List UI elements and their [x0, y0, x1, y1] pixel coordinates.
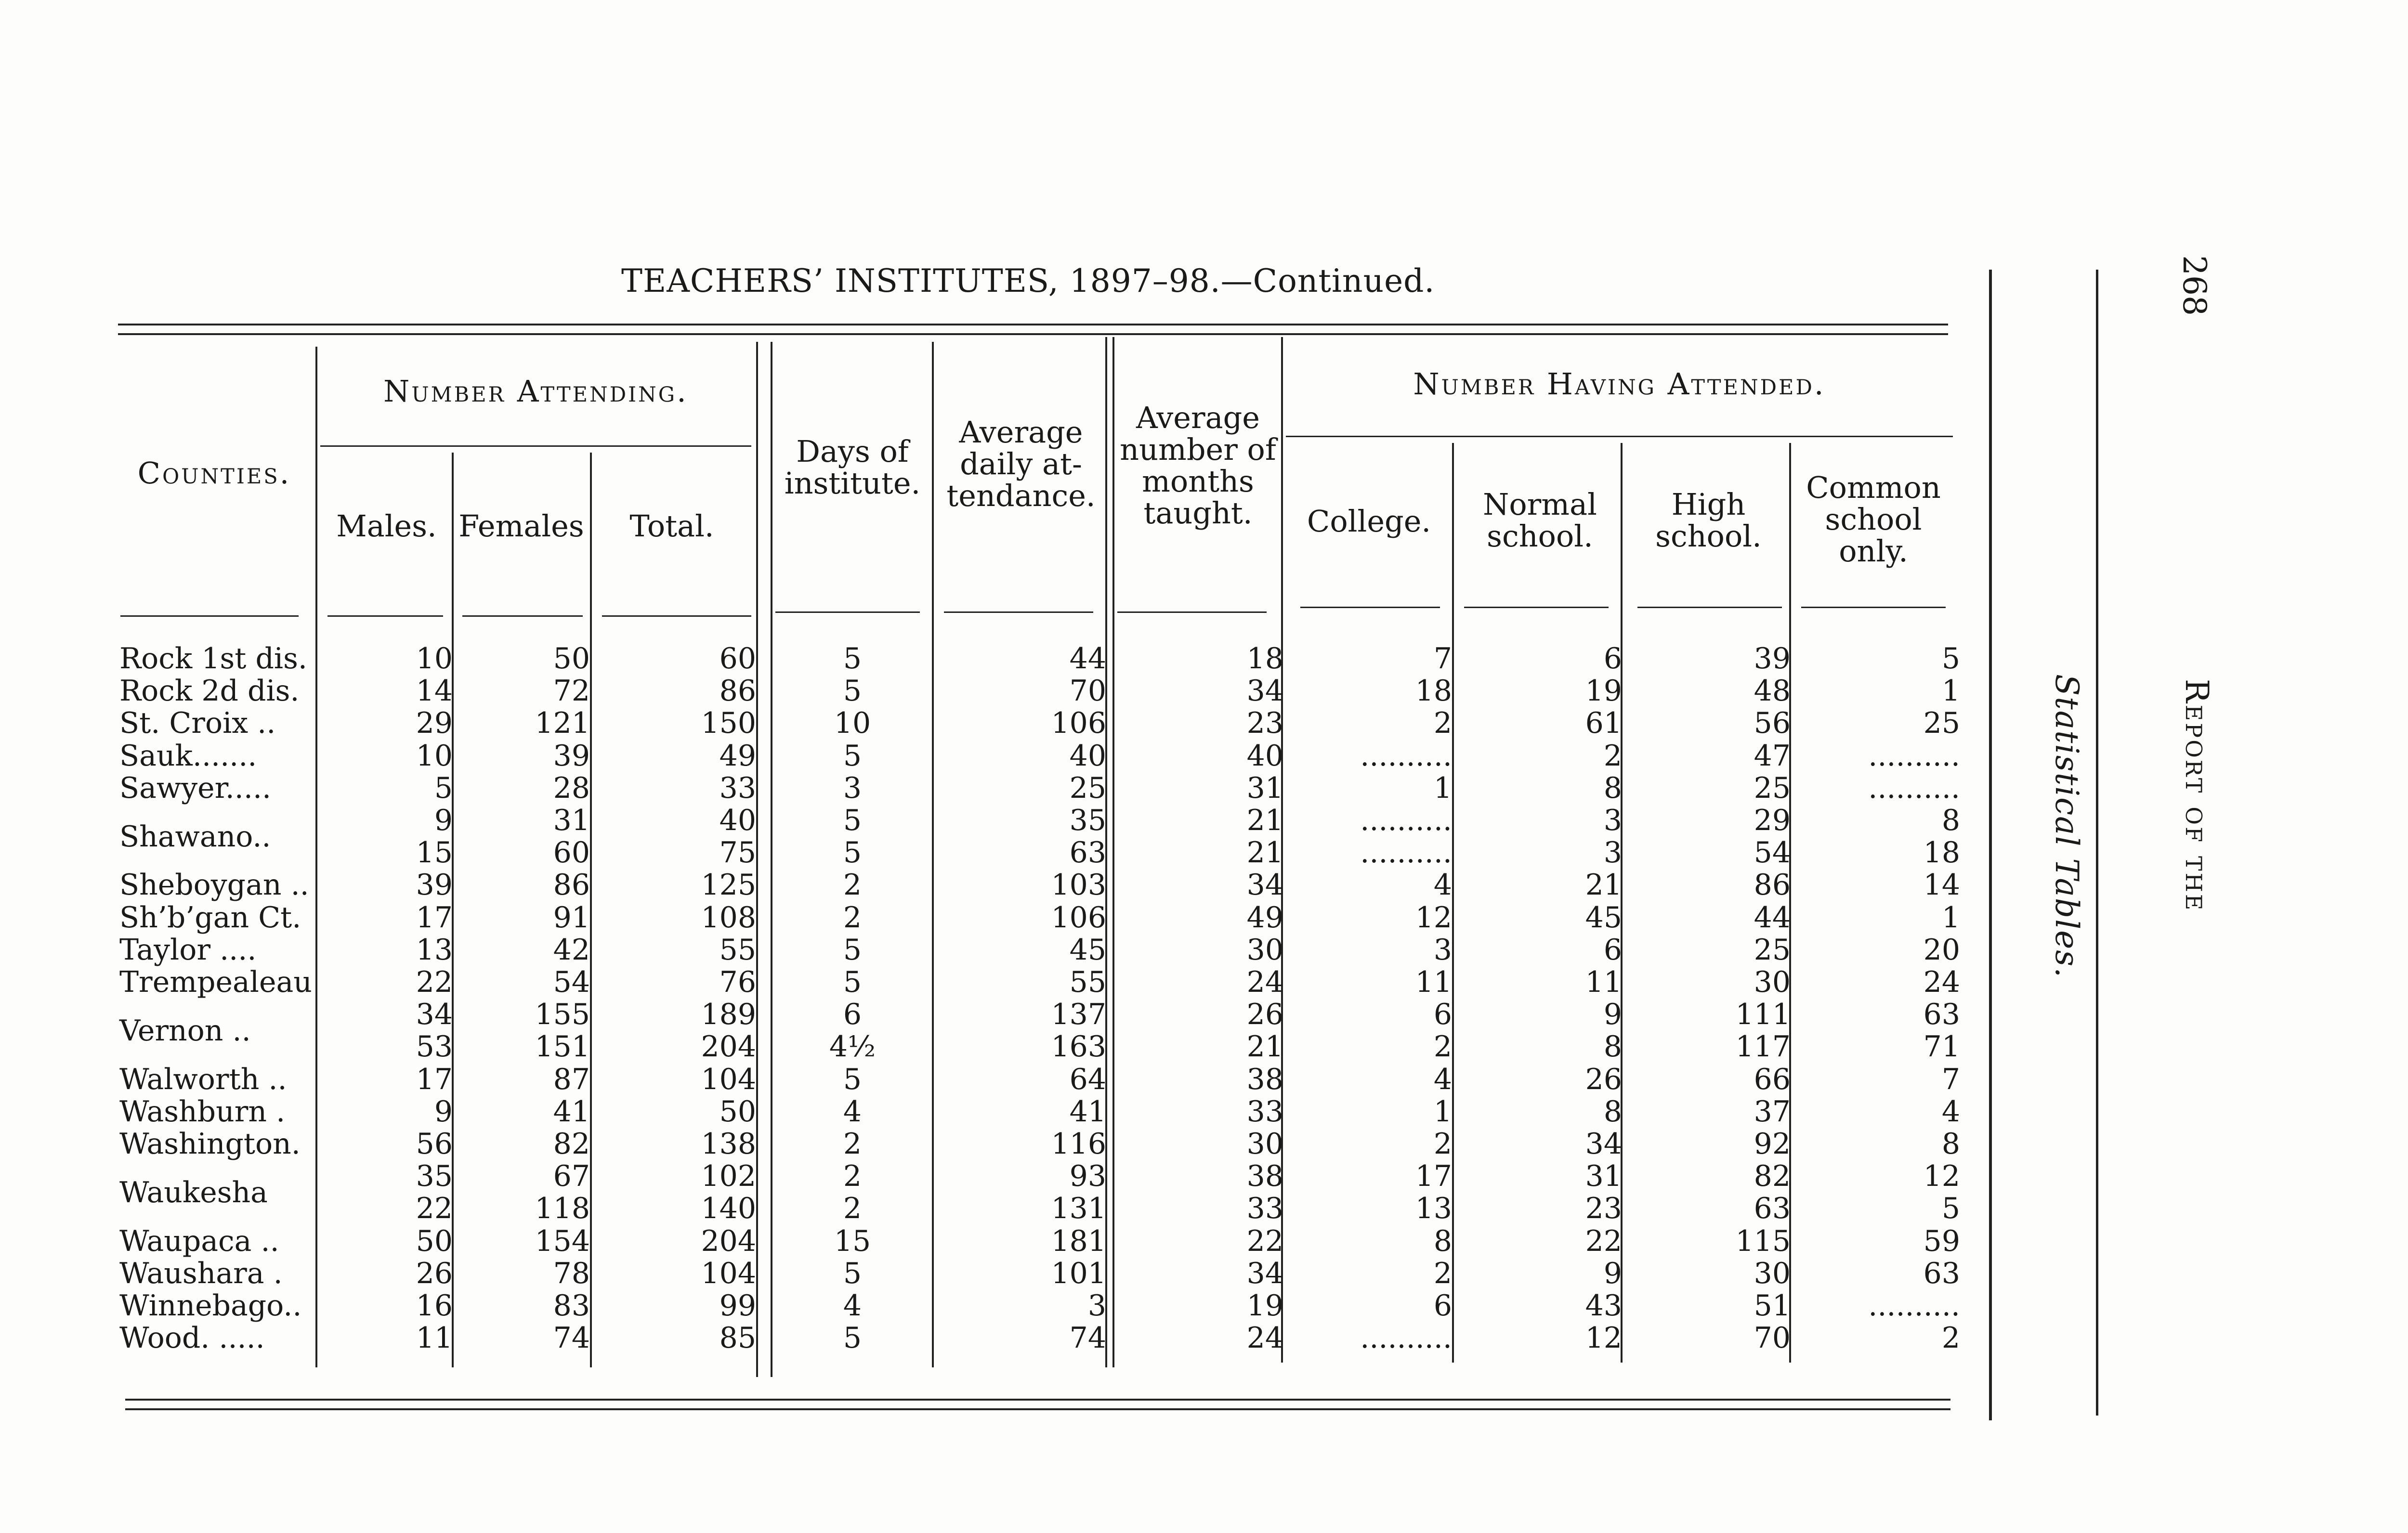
cell-college: 3 [1433, 933, 1452, 967]
table-top-rule-2 [118, 333, 1948, 335]
cell-females: 151 [535, 1030, 590, 1064]
cell-total: 75 [719, 836, 756, 870]
header-rule [1464, 607, 1609, 608]
cell-college: 7 [1433, 642, 1452, 676]
cell-county: Waushara . [119, 1256, 283, 1290]
table-top-rule [118, 324, 1948, 325]
cell-days: 2 [843, 900, 862, 935]
cell-days: 5 [843, 1062, 862, 1096]
cell-females: 121 [535, 706, 590, 741]
cell-county: Sawyer..... [119, 771, 272, 805]
cell-months: 21 [1246, 804, 1283, 837]
cell-normal: 9 [1603, 998, 1622, 1032]
cell-high: 63 [1754, 1192, 1791, 1226]
cell-county: Taylor .... [119, 933, 257, 967]
cell-avg: 64 [1069, 1062, 1106, 1096]
cell-county: Shawano.. [119, 819, 271, 854]
column-rule [756, 342, 758, 1377]
cell-normal: 3 [1603, 804, 1622, 837]
cell-avg: 41 [1069, 1094, 1106, 1129]
cell-avg: 3 [1087, 1289, 1106, 1323]
cell-normal: 2 [1603, 739, 1622, 773]
header-counties: Counties. [137, 455, 291, 491]
cell-total: 189 [701, 998, 756, 1032]
cell-college: .......... [1360, 804, 1452, 837]
page-number: 268 [2176, 255, 2213, 316]
cell-normal: 26 [1585, 1062, 1622, 1096]
cell-college: 1 [1433, 771, 1452, 805]
cell-high: 30 [1754, 965, 1791, 999]
number-attending-underline [320, 445, 751, 447]
cell-total: 99 [719, 1289, 756, 1323]
cell-college: 18 [1415, 674, 1452, 708]
cell-total: 86 [719, 674, 756, 708]
cell-total: 104 [701, 1062, 756, 1096]
cell-county: Sh’b’gan Ct. [119, 900, 301, 935]
cell-common: 20 [1923, 933, 1960, 967]
cell-days: 6 [843, 998, 862, 1032]
cell-high: 56 [1754, 706, 1791, 741]
cell-total: 85 [719, 1321, 756, 1355]
cell-total: 76 [719, 965, 756, 999]
cell-county: Washburn . [119, 1094, 286, 1129]
cell-days: 5 [843, 1321, 862, 1355]
cell-common: 18 [1923, 836, 1960, 870]
cell-college: .......... [1360, 836, 1452, 870]
cell-total: 104 [701, 1256, 756, 1290]
cell-normal: 12 [1585, 1321, 1622, 1355]
cell-common: 4 [1941, 1094, 1960, 1129]
cell-females: 67 [553, 1159, 590, 1194]
cell-county: Winnebago.. [119, 1289, 302, 1323]
header-rule [462, 615, 583, 617]
cell-total: 204 [701, 1224, 756, 1258]
header-rule [120, 615, 299, 617]
cell-college: 17 [1415, 1159, 1452, 1194]
cell-males: 14 [416, 674, 453, 708]
cell-total: 102 [701, 1159, 756, 1194]
cell-males: 9 [434, 804, 453, 837]
cell-high: 44 [1754, 900, 1791, 935]
cell-avg: 74 [1069, 1321, 1106, 1355]
cell-total: 125 [701, 868, 756, 902]
cell-county: St. Croix .. [119, 706, 276, 741]
cell-females: 83 [553, 1289, 590, 1323]
cell-common: 25 [1923, 706, 1960, 741]
cell-avg: 55 [1069, 965, 1106, 999]
cell-males: 17 [416, 1062, 453, 1096]
cell-females: 78 [553, 1256, 590, 1290]
cell-county: Washington. [119, 1127, 301, 1161]
cell-total: 150 [701, 706, 756, 741]
cell-months: 33 [1246, 1192, 1283, 1226]
cell-college: 2 [1433, 706, 1452, 741]
cell-males: 39 [416, 868, 453, 902]
page-title: TEACHERS’ INSTITUTES, 1897–98.—Continued. [621, 262, 1435, 299]
cell-days: 15 [834, 1224, 871, 1258]
cell-males: 10 [416, 642, 453, 676]
margin-rule-left [1989, 270, 1992, 1420]
cell-normal: 9 [1603, 1256, 1622, 1290]
cell-total: 204 [701, 1030, 756, 1064]
header-rule [1117, 611, 1267, 613]
cell-county: Vernon .. [119, 1013, 251, 1048]
cell-total: 49 [719, 739, 756, 773]
running-head-left: Statistical Tables. [2048, 674, 2085, 979]
cell-county: Rock 2d dis. [119, 674, 300, 708]
cell-males: 35 [416, 1159, 453, 1194]
column-rule [771, 342, 772, 1377]
cell-high: 82 [1754, 1159, 1791, 1194]
cell-females: 154 [535, 1224, 590, 1258]
cell-avg: 45 [1069, 933, 1106, 967]
cell-days: 2 [843, 1127, 862, 1161]
cell-males: 22 [416, 1192, 453, 1226]
cell-avg: 116 [1051, 1127, 1106, 1161]
cell-avg: 137 [1051, 998, 1106, 1032]
cell-total: 33 [719, 771, 756, 805]
cell-normal: 6 [1603, 933, 1622, 967]
cell-males: 22 [416, 965, 453, 999]
cell-months: 30 [1246, 1127, 1283, 1161]
cell-total: 60 [719, 642, 756, 676]
cell-total: 50 [719, 1094, 756, 1129]
cell-days: 5 [843, 836, 862, 870]
cell-months: 26 [1246, 998, 1283, 1032]
cell-county: Wood. ..... [119, 1321, 265, 1355]
cell-college: 2 [1433, 1256, 1452, 1290]
cell-college: 2 [1433, 1127, 1452, 1161]
header-avg-attendance: Average daily at-tendance. [946, 415, 1096, 513]
cell-normal: 34 [1585, 1127, 1622, 1161]
cell-days: 5 [843, 739, 862, 773]
cell-males: 9 [434, 1094, 453, 1129]
margin-rule-right [2096, 270, 2098, 1416]
cell-avg: 103 [1051, 868, 1106, 902]
cell-months: 49 [1246, 900, 1283, 935]
cell-days: 5 [843, 674, 862, 708]
cell-common: 1 [1941, 900, 1960, 935]
cell-high: 25 [1754, 933, 1791, 967]
cell-days: 5 [843, 933, 862, 967]
cell-months: 34 [1246, 1256, 1283, 1290]
header-avg-months: Average number of months taught. [1120, 400, 1276, 531]
cell-normal: 43 [1585, 1289, 1622, 1323]
cell-avg: 25 [1069, 771, 1106, 805]
cell-males: 17 [416, 900, 453, 935]
cell-college: 2 [1433, 1030, 1452, 1064]
cell-avg: 70 [1069, 674, 1106, 708]
cell-high: 39 [1754, 642, 1791, 676]
cell-females: 155 [535, 998, 590, 1032]
cell-common: .......... [1868, 1289, 1960, 1323]
cell-county: Waupaca .. [119, 1224, 279, 1258]
cell-common: 63 [1923, 1256, 1960, 1290]
cell-males: 29 [416, 706, 453, 741]
cell-high: 48 [1754, 674, 1791, 708]
cell-college: 12 [1415, 900, 1452, 935]
cell-common: 71 [1923, 1030, 1960, 1064]
cell-days: 4 [843, 1094, 862, 1129]
cell-months: 22 [1246, 1224, 1283, 1258]
cell-avg: 101 [1051, 1256, 1106, 1290]
cell-county: Rock 1st dis. [119, 642, 307, 676]
cell-avg: 35 [1069, 804, 1106, 837]
column-rule [932, 342, 934, 1367]
header-rule [602, 615, 751, 617]
cell-common: .......... [1868, 739, 1960, 773]
cell-females: 72 [553, 674, 590, 708]
cell-males: 50 [416, 1224, 453, 1258]
cell-county: Walworth .. [119, 1062, 287, 1096]
cell-months: 24 [1246, 1321, 1283, 1355]
cell-months: 23 [1246, 706, 1283, 741]
cell-college: 4 [1433, 868, 1452, 902]
cell-common: 5 [1941, 642, 1960, 676]
cell-females: 41 [553, 1094, 590, 1129]
header-males: Males. [336, 508, 437, 544]
cell-common: 63 [1923, 998, 1960, 1032]
cell-months: 18 [1246, 642, 1283, 676]
cell-common: 14 [1923, 868, 1960, 902]
cell-common: 8 [1941, 1127, 1960, 1161]
cell-total: 140 [701, 1192, 756, 1226]
cell-days: 5 [843, 965, 862, 999]
column-rule [1112, 337, 1114, 1367]
cell-months: 40 [1246, 739, 1283, 773]
cell-females: 82 [553, 1127, 590, 1161]
cell-high: 66 [1754, 1062, 1791, 1096]
running-head-right: Report of the [2178, 679, 2215, 912]
cell-months: 34 [1246, 674, 1283, 708]
cell-college: 11 [1415, 965, 1452, 999]
cell-college: 8 [1433, 1224, 1452, 1258]
header-rule [775, 611, 920, 613]
cell-days: 2 [843, 1192, 862, 1226]
cell-months: 38 [1246, 1159, 1283, 1194]
cell-males: 5 [434, 771, 453, 805]
cell-avg: 106 [1051, 706, 1106, 741]
cell-males: 56 [416, 1127, 453, 1161]
header-days: Days of institute. [784, 434, 921, 501]
cell-avg: 106 [1051, 900, 1106, 935]
cell-high: 86 [1754, 868, 1791, 902]
cell-high: 29 [1754, 804, 1791, 837]
header-high: High school. [1655, 487, 1762, 554]
cell-total: 108 [701, 900, 756, 935]
cell-common: 2 [1941, 1321, 1960, 1355]
cell-county: Sheboygan .. [119, 868, 309, 902]
cell-high: 70 [1754, 1321, 1791, 1355]
cell-males: 16 [416, 1289, 453, 1323]
cell-normal: 8 [1603, 771, 1622, 805]
cell-normal: 61 [1585, 706, 1622, 741]
cell-males: 53 [416, 1030, 453, 1064]
number-having-attended-underline [1286, 436, 1953, 437]
cell-college: 4 [1433, 1062, 1452, 1096]
header-total: Total. [629, 508, 714, 544]
cell-high: 51 [1754, 1289, 1791, 1323]
cell-total: 55 [719, 933, 756, 967]
cell-normal: 31 [1585, 1159, 1622, 1194]
cell-normal: 8 [1603, 1094, 1622, 1129]
cell-females: 91 [553, 900, 590, 935]
column-rule [590, 453, 592, 1367]
cell-avg: 93 [1069, 1159, 1106, 1194]
cell-college: 6 [1433, 1289, 1452, 1323]
cell-common: 7 [1941, 1062, 1960, 1096]
header-rule [1637, 607, 1782, 608]
cell-months: 30 [1246, 933, 1283, 967]
cell-common: 24 [1923, 965, 1960, 999]
cell-college: .......... [1360, 1321, 1452, 1355]
cell-common: 8 [1941, 804, 1960, 837]
header-normal: Normal school. [1483, 487, 1597, 554]
cell-females: 39 [553, 739, 590, 773]
cell-college: 1 [1433, 1094, 1452, 1129]
cell-males: 26 [416, 1256, 453, 1290]
cell-days: 3 [843, 771, 862, 805]
cell-avg: 163 [1051, 1030, 1106, 1064]
header-common: Common school only. [1806, 470, 1941, 569]
header-rule [1801, 607, 1946, 608]
column-rule [1452, 443, 1454, 1363]
cell-males: 10 [416, 739, 453, 773]
cell-avg: 44 [1069, 642, 1106, 676]
table-bottom-rule [125, 1399, 1950, 1401]
cell-males: 15 [416, 836, 453, 870]
cell-females: 118 [535, 1192, 590, 1226]
cell-normal: 45 [1585, 900, 1622, 935]
cell-normal: 19 [1585, 674, 1622, 708]
cell-days: 5 [843, 804, 862, 837]
cell-females: 28 [553, 771, 590, 805]
cell-college: 13 [1415, 1192, 1452, 1226]
cell-avg: 63 [1069, 836, 1106, 870]
cell-females: 74 [553, 1321, 590, 1355]
cell-common: 12 [1923, 1159, 1960, 1194]
header-number-attending: Number Attending. [383, 374, 688, 409]
cell-days: 2 [843, 1159, 862, 1194]
cell-males: 34 [416, 998, 453, 1032]
cell-high: 111 [1735, 998, 1791, 1032]
cell-normal: 3 [1603, 836, 1622, 870]
cell-months: 33 [1246, 1094, 1283, 1129]
cell-females: 60 [553, 836, 590, 870]
header-rule [327, 615, 443, 617]
cell-avg: 181 [1051, 1224, 1106, 1258]
cell-normal: 6 [1603, 642, 1622, 676]
cell-high: 54 [1754, 836, 1791, 870]
cell-females: 50 [553, 642, 590, 676]
cell-months: 38 [1246, 1062, 1283, 1096]
header-rule [944, 611, 1093, 613]
cell-females: 42 [553, 933, 590, 967]
cell-common: 1 [1941, 674, 1960, 708]
cell-months: 24 [1246, 965, 1283, 999]
cell-county: Trempealeau [119, 965, 312, 999]
cell-normal: 11 [1585, 965, 1622, 999]
cell-males: 13 [416, 933, 453, 967]
header-number-having-attended: Number Having Attended. [1413, 366, 1826, 402]
cell-high: 115 [1735, 1224, 1791, 1258]
cell-normal: 8 [1603, 1030, 1622, 1064]
cell-normal: 22 [1585, 1224, 1622, 1258]
cell-county: Sauk....... [119, 739, 257, 773]
cell-days: 10 [834, 706, 871, 741]
cell-females: 31 [553, 804, 590, 837]
cell-common: 59 [1923, 1224, 1960, 1258]
cell-common: .......... [1868, 771, 1960, 805]
cell-months: 21 [1246, 1030, 1283, 1064]
header-rule [1300, 607, 1440, 608]
cell-college: 6 [1433, 998, 1452, 1032]
cell-normal: 23 [1585, 1192, 1622, 1226]
cell-females: 86 [553, 868, 590, 902]
cell-total: 40 [719, 804, 756, 837]
cell-common: 5 [1941, 1192, 1960, 1226]
cell-days: 4½ [829, 1030, 876, 1064]
header-college: College. [1307, 504, 1431, 539]
cell-avg: 40 [1069, 739, 1106, 773]
cell-high: 25 [1754, 771, 1791, 805]
cell-days: 4 [843, 1289, 862, 1323]
cell-normal: 21 [1585, 868, 1622, 902]
cell-high: 92 [1754, 1127, 1791, 1161]
cell-college: .......... [1360, 739, 1452, 773]
cell-avg: 131 [1051, 1192, 1106, 1226]
column-rule [315, 347, 317, 1367]
cell-high: 117 [1735, 1030, 1791, 1064]
cell-high: 47 [1754, 739, 1791, 773]
cell-days: 2 [843, 868, 862, 902]
cell-months: 19 [1246, 1289, 1283, 1323]
cell-females: 54 [553, 965, 590, 999]
cell-high: 30 [1754, 1256, 1791, 1290]
cell-females: 87 [553, 1062, 590, 1096]
cell-days: 5 [843, 642, 862, 676]
cell-months: 21 [1246, 836, 1283, 870]
cell-county: Waukesha [119, 1175, 268, 1209]
cell-total: 138 [701, 1127, 756, 1161]
table-bottom-rule-2 [125, 1408, 1950, 1410]
cell-months: 34 [1246, 868, 1283, 902]
cell-males: 11 [416, 1321, 453, 1355]
header-females: Females [458, 508, 584, 544]
cell-months: 31 [1246, 771, 1283, 805]
cell-days: 5 [843, 1256, 862, 1290]
cell-high: 37 [1754, 1094, 1791, 1129]
